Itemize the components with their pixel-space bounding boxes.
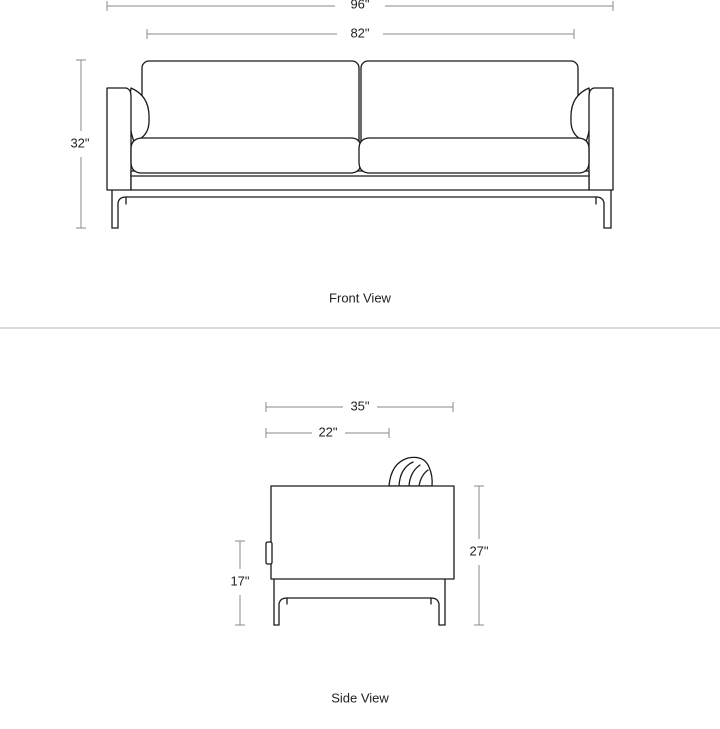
side-seat-depth-label: 22" [318, 424, 338, 440]
front-inner-width-label: 82" [350, 25, 370, 41]
side-seat-height-label: 17" [230, 573, 250, 589]
side-seat-depth-dimension [266, 424, 389, 439]
front-height-dimension [70, 60, 89, 228]
side-seat-height-dimension [230, 541, 249, 625]
front-height-label: 32" [70, 135, 90, 151]
front-inner-width-dimension [147, 25, 574, 40]
side-back-height-label: 27" [469, 543, 489, 559]
side-view [230, 398, 488, 705]
side-view-caption: Side View [331, 690, 389, 706]
side-depth-label: 35" [350, 398, 370, 414]
side-back-height-dimension [469, 486, 488, 625]
front-overall-width-dimension [107, 0, 613, 11]
sofa-side-illustration [266, 457, 454, 625]
side-depth-dimension [266, 398, 453, 413]
front-overall-width-label: 96" [350, 0, 370, 12]
front-view-caption: Front View [329, 290, 391, 306]
sofa-front-illustration [107, 61, 613, 228]
front-view [70, 0, 613, 305]
